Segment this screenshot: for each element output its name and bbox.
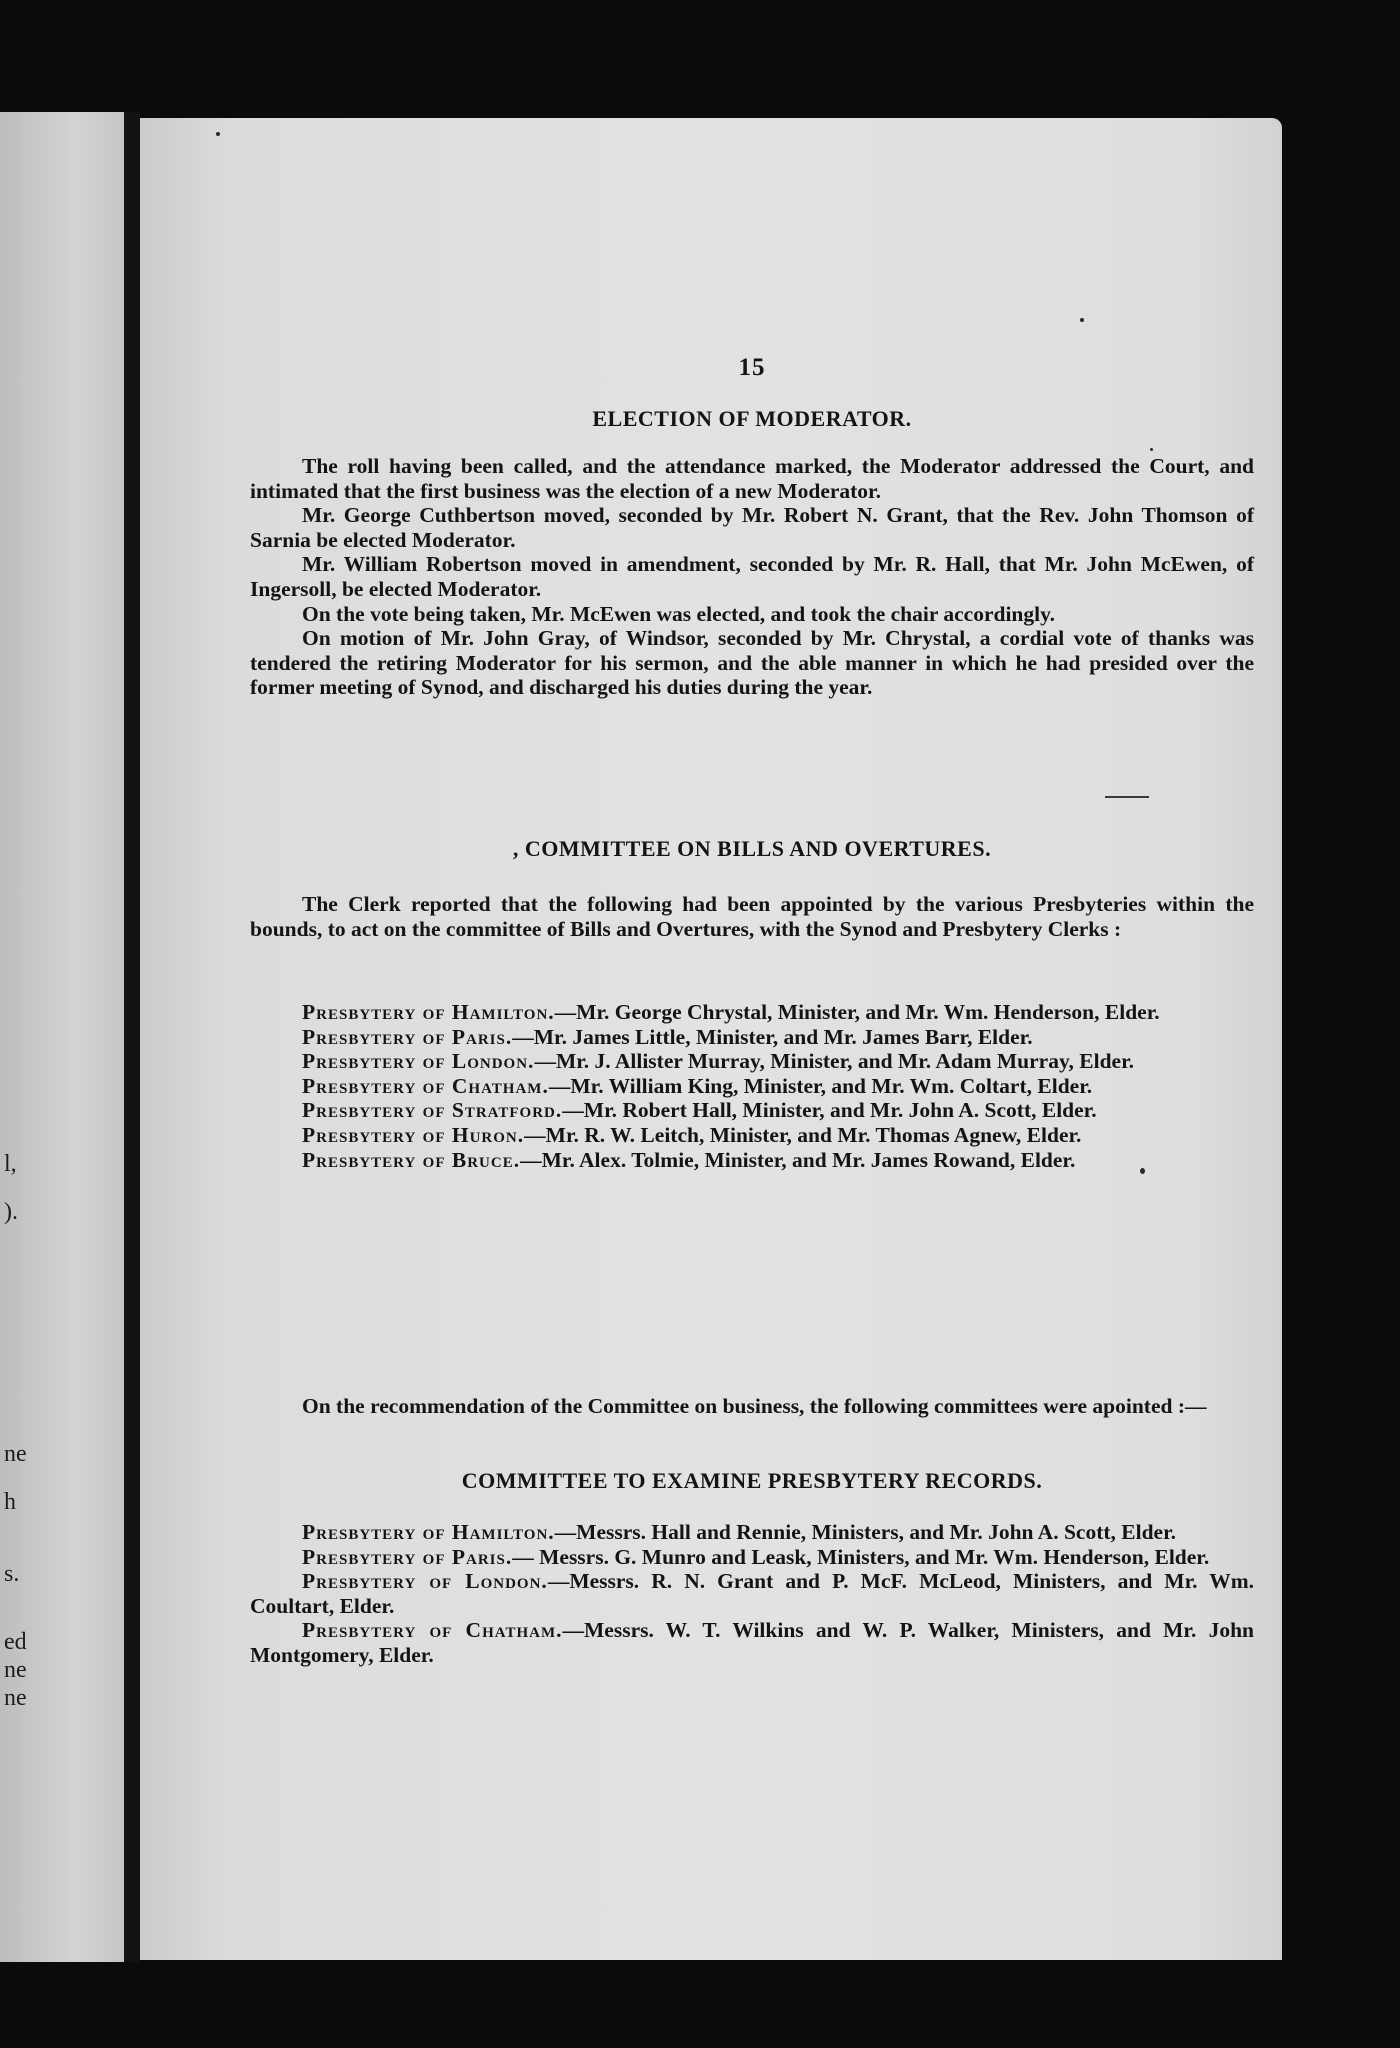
presbytery-name: Presbytery of Huron. (302, 1122, 525, 1147)
left-page-edge (0, 112, 124, 1962)
bills-entry (250, 1074, 1254, 1099)
presbytery-name: Presbytery of Paris. (302, 1024, 513, 1049)
records-entry (250, 1569, 1254, 1618)
bills-entry (250, 1123, 1254, 1148)
bills-entry (250, 1049, 1254, 1074)
entry-text: —Mr. J. Allister Murray, Minister, and Mr. Adam Murray, Elder. (534, 1049, 1135, 1074)
election-paragraph: On the vote being taken, Mr. McEwen was elected, and took the chair accordingly. (302, 601, 1056, 626)
left-page-fragment: ne (4, 1657, 27, 1683)
entry-text: —Messrs. R. N. Grant and P. McF. McLeod, Ministers, and Mr. Wm. Coultart, Elder. (250, 1569, 1254, 1618)
entry-text: —Mr. R. W. Leitch, Minister, and Mr. Thomas Agnew, Elder. (524, 1122, 1082, 1147)
bills-closing: On the recommendation of the Committee on business, the following committees were apointed :— (302, 1394, 1207, 1418)
print-speck (1080, 318, 1084, 322)
bills-section (250, 892, 1254, 941)
document-page (140, 118, 1282, 1960)
presbytery-name: Presbytery of London. (302, 1569, 548, 1594)
bills-entry (250, 1148, 1254, 1173)
bills-entry (250, 1098, 1254, 1123)
entry-text: —Mr. Alex. Tolmie, Minister, and Mr. James Rowand, Elder. (520, 1147, 1076, 1172)
book-gutter (124, 112, 140, 1962)
election-paragraph: Mr. William Robertson moved in amendment, seconded by Mr. R. Hall, that Mr. John McEwen, of Ingersoll, be elected Moderator. (250, 552, 1254, 601)
left-page-fragment: l, (4, 1151, 17, 1177)
bills-entry (250, 1000, 1254, 1025)
entry-text: —Mr. William King, Minister, and Mr. Wm. Coltart, Elder. (548, 1073, 1093, 1098)
election-paragraph: Mr. George Cuthbertson moved, seconded by Mr. Robert N. Grant, that the Rev. John Thomson of Sarnia be elected Moderator. (250, 503, 1254, 552)
entry-text: —Messrs. W. T. Wilkins and W. P. Walker, Ministers, and Mr. John Montgomery, Elder. (250, 1618, 1254, 1667)
presbytery-name: Presbytery of Chatham. (302, 1618, 563, 1643)
entry-text: —Mr. George Chrystal, Minister, and Mr. Wm. Henderson, Elder. (554, 1000, 1160, 1024)
records-entries (250, 1520, 1254, 1668)
presbytery-name: Presbytery of Chatham. (302, 1073, 549, 1098)
records-entry (250, 1545, 1254, 1570)
heading-committee-on-bills: , COMMITTEE ON BILLS AND OVERTURES. (512, 836, 992, 861)
presbytery-name: Presbytery of London. (302, 1049, 535, 1074)
printers-dash (1105, 796, 1149, 798)
entry-text: —Messrs. Hall and Rennie, Ministers, and Mr. John A. Scott, Elder. (554, 1520, 1177, 1544)
presbytery-name: Presbytery of Bruce. (302, 1147, 521, 1172)
left-page-fragment: ). (4, 1199, 18, 1225)
presbytery-name: Presbytery of Hamilton. (302, 1520, 555, 1544)
bills-entry (250, 1025, 1254, 1050)
records-entry (250, 1618, 1254, 1667)
election-section (250, 454, 1254, 700)
left-page-fragment: s. (4, 1561, 20, 1587)
presbytery-name: Presbytery of Hamilton. (302, 1000, 555, 1024)
heading-presbytery-records: COMMITTEE TO EXAMINE PRESBYTERY RECORDS. (461, 1468, 1043, 1493)
left-page-fragment: ne (4, 1441, 27, 1467)
entry-text: — Messrs. G. Munro and Leask, Ministers, and Mr. Wm. Henderson, Elder. (512, 1544, 1210, 1569)
print-speck (1150, 448, 1153, 451)
page-number: 15 (738, 354, 766, 381)
heading-election-of-moderator: ELECTION OF MODERATOR. (592, 406, 912, 431)
bills-closing-section (250, 1394, 1254, 1419)
left-page-fragment: ne (4, 1685, 27, 1711)
presbytery-name: Presbytery of Paris. (302, 1544, 513, 1569)
print-speck (216, 132, 220, 136)
bills-entries (250, 1000, 1254, 1172)
election-paragraph: The roll having been called, and the attendance marked, the Moderator addressed the Court, and intimated that the first business was the election of a new Moderator. (250, 454, 1254, 503)
left-page-fragment: h (4, 1489, 16, 1515)
election-paragraph: On motion of Mr. John Gray, of Windsor, seconded by Mr. Chrystal, a cordial vote of thanks was tendered the retiring Moderator for his sermon, and the able manner in which he had presided over the former meeting of Synod, and discharged his duties during the year. (250, 626, 1254, 700)
bills-intro: The Clerk reported that the following had been appointed by the various Presbyteries within the bounds, to act on the committee of Bills and Overtures, with the Synod and Presbytery Clerks : (250, 892, 1254, 941)
left-page-fragment: ed (4, 1629, 27, 1655)
records-entry (250, 1520, 1254, 1545)
entry-text: —Mr. Robert Hall, Minister, and Mr. John A. Scott, Elder. (562, 1098, 1097, 1123)
entry-text: —Mr. James Little, Minister, and Mr. James Barr, Elder. (512, 1024, 1033, 1049)
presbytery-name: Presbytery of Stratford. (302, 1098, 563, 1123)
